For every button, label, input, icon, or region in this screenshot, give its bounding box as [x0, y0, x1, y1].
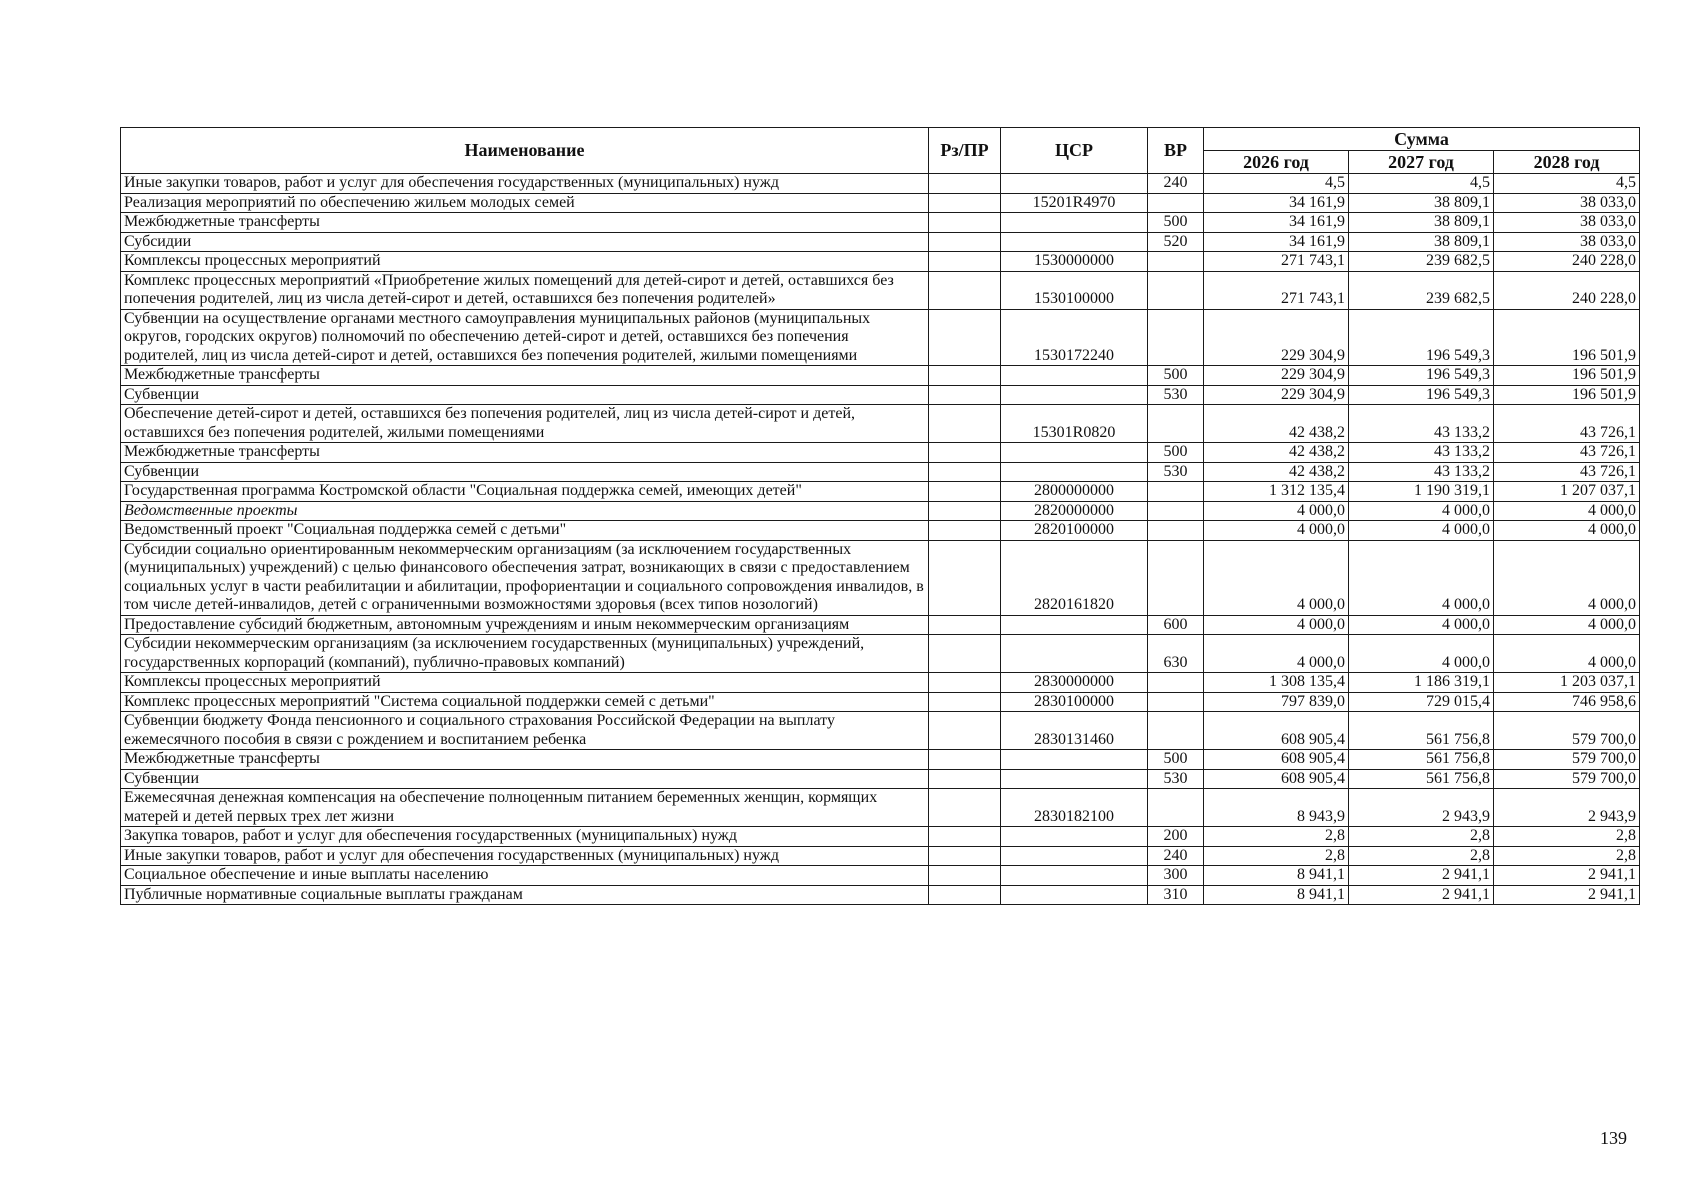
row-name-cell: Субвенции на осуществление органами местного самоуправления муниципальных районов (муниципальных округов, городских округов) полномочий по обеспечению детей-сирот и детей, оставшихся без попечения родителей, лиц из числа детей-сирот и детей, оставшихся без попечения родителей, жилыми помещениями — [121, 309, 929, 366]
row-sum-2028-cell: 579 700,0 — [1494, 750, 1640, 770]
row-sum-2026-cell: 608 905,4 — [1204, 750, 1349, 770]
header-year-2028: 2028 год — [1494, 151, 1640, 174]
row-sum-2028-cell: 1 207 037,1 — [1494, 482, 1640, 502]
row-csr-cell — [1001, 385, 1148, 405]
row-sum-2027-cell: 4,5 — [1349, 174, 1494, 194]
row-csr-cell: 2800000000 — [1001, 482, 1148, 502]
row-sum-2027-cell: 4 000,0 — [1349, 540, 1494, 615]
row-vr-cell: 600 — [1148, 615, 1204, 635]
row-vr-cell — [1148, 271, 1204, 309]
row-rz-pr-cell — [929, 846, 1001, 866]
row-name-cell: Субвенции — [121, 385, 929, 405]
row-csr-cell — [1001, 885, 1148, 905]
header-csr: ЦСР — [1001, 128, 1148, 174]
row-sum-2026-cell: 4 000,0 — [1204, 521, 1349, 541]
row-sum-2026-cell: 271 743,1 — [1204, 271, 1349, 309]
table-row — [121, 615, 1640, 635]
header-sum: Сумма — [1204, 128, 1640, 151]
row-vr-cell: 530 — [1148, 769, 1204, 789]
row-sum-2026-cell: 42 438,2 — [1204, 462, 1349, 482]
row-sum-2028-cell: 4 000,0 — [1494, 501, 1640, 521]
row-csr-cell: 15301R0820 — [1001, 405, 1148, 443]
row-sum-2028-cell: 196 501,9 — [1494, 366, 1640, 386]
table-row — [121, 885, 1640, 905]
row-name-cell: Закупка товаров, работ и услуг для обеспечения государственных (муниципальных) нужд — [121, 827, 929, 847]
table-row — [121, 405, 1640, 443]
row-sum-2028-cell: 43 726,1 — [1494, 462, 1640, 482]
table-row — [121, 252, 1640, 272]
row-sum-2026-cell: 4 000,0 — [1204, 635, 1349, 673]
header-name: Наименование — [121, 128, 929, 174]
table-row — [121, 846, 1640, 866]
row-csr-cell — [1001, 635, 1148, 673]
row-rz-pr-cell — [929, 501, 1001, 521]
table-row — [121, 750, 1640, 770]
table-header — [121, 128, 1640, 174]
row-sum-2027-cell: 561 756,8 — [1349, 712, 1494, 750]
row-rz-pr-cell — [929, 635, 1001, 673]
row-sum-2028-cell: 4 000,0 — [1494, 635, 1640, 673]
row-name-cell: Комплекс процессных мероприятий «Приобретение жилых помещений для детей-сирот и детей, оставшихся без попечения родителей, лиц из числа детей-сирот и детей, оставшихся без попечения родителей» — [121, 271, 929, 309]
row-sum-2027-cell: 43 133,2 — [1349, 443, 1494, 463]
row-rz-pr-cell — [929, 385, 1001, 405]
row-sum-2028-cell: 4,5 — [1494, 174, 1640, 194]
row-csr-cell — [1001, 827, 1148, 847]
table-row — [121, 712, 1640, 750]
row-csr-cell: 1530000000 — [1001, 252, 1148, 272]
row-sum-2026-cell: 8 941,1 — [1204, 885, 1349, 905]
row-name-cell: Государственная программа Костромской области "Социальная поддержка семей, имеющих детей" — [121, 482, 929, 502]
row-name-cell: Субсидии социально ориентированным некоммерческим организациям (за исключением государственных (муниципальных) учреждений) с целью финансового обеспечения затрат, возникающих в связи с предоставлением социальных услуг в части реабилитации и абилитации, профориентации и социального сопровождения инвалидов, в том числе детей-инвалидов, детей с ограниченными возможностями здоровья (всех типов нозологий) — [121, 540, 929, 615]
row-sum-2027-cell: 196 549,3 — [1349, 309, 1494, 366]
row-rz-pr-cell — [929, 405, 1001, 443]
row-vr-cell — [1148, 501, 1204, 521]
row-sum-2028-cell: 2 941,1 — [1494, 885, 1640, 905]
row-rz-pr-cell — [929, 213, 1001, 233]
row-sum-2027-cell: 2 941,1 — [1349, 885, 1494, 905]
row-rz-pr-cell — [929, 443, 1001, 463]
row-sum-2027-cell: 38 809,1 — [1349, 193, 1494, 213]
row-sum-2027-cell: 196 549,3 — [1349, 385, 1494, 405]
row-csr-cell — [1001, 366, 1148, 386]
row-vr-cell — [1148, 673, 1204, 693]
row-rz-pr-cell — [929, 252, 1001, 272]
row-vr-cell — [1148, 692, 1204, 712]
row-sum-2028-cell: 4 000,0 — [1494, 540, 1640, 615]
row-sum-2028-cell: 38 033,0 — [1494, 232, 1640, 252]
row-sum-2027-cell: 1 186 319,1 — [1349, 673, 1494, 693]
row-vr-cell — [1148, 521, 1204, 541]
header-year-2026: 2026 год — [1204, 151, 1349, 174]
row-sum-2028-cell: 579 700,0 — [1494, 712, 1640, 750]
header-year-2027: 2027 год — [1349, 151, 1494, 174]
row-sum-2028-cell: 240 228,0 — [1494, 271, 1640, 309]
row-vr-cell: 530 — [1148, 385, 1204, 405]
row-rz-pr-cell — [929, 769, 1001, 789]
row-rz-pr-cell — [929, 692, 1001, 712]
row-sum-2027-cell: 4 000,0 — [1349, 615, 1494, 635]
row-rz-pr-cell — [929, 673, 1001, 693]
table-row — [121, 521, 1640, 541]
row-sum-2027-cell: 2,8 — [1349, 827, 1494, 847]
row-rz-pr-cell — [929, 174, 1001, 194]
row-vr-cell — [1148, 540, 1204, 615]
row-sum-2028-cell: 2,8 — [1494, 846, 1640, 866]
row-name-cell: Межбюджетные трансферты — [121, 366, 929, 386]
row-vr-cell: 630 — [1148, 635, 1204, 673]
row-rz-pr-cell — [929, 827, 1001, 847]
table-row — [121, 213, 1640, 233]
table-row — [121, 769, 1640, 789]
row-sum-2027-cell: 196 549,3 — [1349, 366, 1494, 386]
row-csr-cell: 2830100000 — [1001, 692, 1148, 712]
row-name-cell: Субсидии некоммерческим организациям (за исключением государственных (муниципальных) учреждений, государственных корпораций (компаний), публично-правовых компаний) — [121, 635, 929, 673]
row-sum-2026-cell: 229 304,9 — [1204, 366, 1349, 386]
row-sum-2026-cell: 34 161,9 — [1204, 232, 1349, 252]
row-csr-cell — [1001, 615, 1148, 635]
row-rz-pr-cell — [929, 309, 1001, 366]
row-sum-2027-cell: 1 190 319,1 — [1349, 482, 1494, 502]
row-sum-2026-cell: 608 905,4 — [1204, 712, 1349, 750]
table-row — [121, 673, 1640, 693]
row-vr-cell — [1148, 482, 1204, 502]
row-name-cell: Субсидии — [121, 232, 929, 252]
row-csr-cell: 2830131460 — [1001, 712, 1148, 750]
row-csr-cell: 2820100000 — [1001, 521, 1148, 541]
row-name-cell: Субвенции бюджету Фонда пенсионного и социального страхования Российской Федерации на выплату ежемесячного пособия в связи с рождением и воспитанием ребенка — [121, 712, 929, 750]
row-rz-pr-cell — [929, 885, 1001, 905]
row-sum-2027-cell: 4 000,0 — [1349, 635, 1494, 673]
table-row — [121, 385, 1640, 405]
row-sum-2026-cell: 4,5 — [1204, 174, 1349, 194]
row-name-cell: Межбюджетные трансферты — [121, 750, 929, 770]
row-name-cell: Ведомственный проект "Социальная поддержка семей с детьми" — [121, 521, 929, 541]
row-sum-2028-cell: 4 000,0 — [1494, 521, 1640, 541]
row-sum-2028-cell: 1 203 037,1 — [1494, 673, 1640, 693]
row-rz-pr-cell — [929, 750, 1001, 770]
row-sum-2026-cell: 8 943,9 — [1204, 789, 1349, 827]
row-sum-2026-cell: 4 000,0 — [1204, 540, 1349, 615]
row-csr-cell — [1001, 769, 1148, 789]
header-rz-pr: Рз/ПР — [929, 128, 1001, 174]
row-vr-cell: 500 — [1148, 366, 1204, 386]
row-csr-cell — [1001, 174, 1148, 194]
row-sum-2027-cell: 729 015,4 — [1349, 692, 1494, 712]
row-sum-2027-cell: 561 756,8 — [1349, 750, 1494, 770]
row-sum-2026-cell: 797 839,0 — [1204, 692, 1349, 712]
row-sum-2028-cell: 2 943,9 — [1494, 789, 1640, 827]
row-sum-2028-cell: 196 501,9 — [1494, 309, 1640, 366]
row-name-cell: Ведомственные проекты — [121, 501, 929, 521]
row-sum-2026-cell: 229 304,9 — [1204, 385, 1349, 405]
table-row — [121, 482, 1640, 502]
row-vr-cell: 310 — [1148, 885, 1204, 905]
row-csr-cell — [1001, 462, 1148, 482]
row-sum-2028-cell: 2 941,1 — [1494, 866, 1640, 886]
row-vr-cell — [1148, 405, 1204, 443]
row-name-cell: Обеспечение детей-сирот и детей, оставшихся без попечения родителей, лиц из числа детей-сирот и детей, оставшихся без попечения родителей, жилыми помещениями — [121, 405, 929, 443]
row-name-cell: Предоставление субсидий бюджетным, автономным учреждениям и иным некоммерческим организациям — [121, 615, 929, 635]
row-vr-cell: 300 — [1148, 866, 1204, 886]
row-name-cell: Реализация мероприятий по обеспечению жильем молодых семей — [121, 193, 929, 213]
table-row — [121, 462, 1640, 482]
row-vr-cell — [1148, 193, 1204, 213]
row-sum-2027-cell: 561 756,8 — [1349, 769, 1494, 789]
row-sum-2027-cell: 2 943,9 — [1349, 789, 1494, 827]
budget-table — [120, 127, 1640, 905]
table-row — [121, 827, 1640, 847]
row-sum-2026-cell: 1 308 135,4 — [1204, 673, 1349, 693]
row-vr-cell — [1148, 309, 1204, 366]
row-rz-pr-cell — [929, 712, 1001, 750]
table-body — [121, 174, 1640, 905]
row-sum-2026-cell: 34 161,9 — [1204, 193, 1349, 213]
row-vr-cell: 500 — [1148, 750, 1204, 770]
row-rz-pr-cell — [929, 193, 1001, 213]
table-row — [121, 309, 1640, 366]
row-sum-2026-cell: 8 941,1 — [1204, 866, 1349, 886]
row-sum-2026-cell: 1 312 135,4 — [1204, 482, 1349, 502]
row-name-cell: Социальное обеспечение и иные выплаты населению — [121, 866, 929, 886]
row-rz-pr-cell — [929, 271, 1001, 309]
row-name-cell: Иные закупки товаров, работ и услуг для обеспечения государственных (муниципальных) нужд — [121, 174, 929, 194]
table-row — [121, 866, 1640, 886]
row-sum-2026-cell: 229 304,9 — [1204, 309, 1349, 366]
row-sum-2026-cell: 4 000,0 — [1204, 615, 1349, 635]
row-csr-cell: 2830182100 — [1001, 789, 1148, 827]
row-vr-cell: 500 — [1148, 443, 1204, 463]
row-csr-cell: 1530172240 — [1001, 309, 1148, 366]
row-csr-cell — [1001, 750, 1148, 770]
row-rz-pr-cell — [929, 521, 1001, 541]
row-vr-cell — [1148, 252, 1204, 272]
row-sum-2028-cell: 579 700,0 — [1494, 769, 1640, 789]
row-sum-2027-cell: 239 682,5 — [1349, 271, 1494, 309]
table-row — [121, 501, 1640, 521]
row-sum-2026-cell: 2,8 — [1204, 846, 1349, 866]
page-number: 139 — [1600, 1128, 1627, 1148]
row-sum-2026-cell: 271 743,1 — [1204, 252, 1349, 272]
row-vr-cell: 500 — [1148, 213, 1204, 233]
row-sum-2027-cell: 43 133,2 — [1349, 462, 1494, 482]
table-row — [121, 193, 1640, 213]
row-name-cell: Субвенции — [121, 769, 929, 789]
row-name-cell: Публичные нормативные социальные выплаты гражданам — [121, 885, 929, 905]
row-sum-2028-cell: 746 958,6 — [1494, 692, 1640, 712]
row-rz-pr-cell — [929, 866, 1001, 886]
table-row — [121, 692, 1640, 712]
row-name-cell: Ежемесячная денежная компенсация на обеспечение полноценным питанием беременных женщин, кормящих матерей и детей первых трех лет жизни — [121, 789, 929, 827]
row-sum-2026-cell: 42 438,2 — [1204, 405, 1349, 443]
row-name-cell: Комплексы процессных мероприятий — [121, 252, 929, 272]
table-row — [121, 271, 1640, 309]
row-csr-cell: 2830000000 — [1001, 673, 1148, 693]
row-sum-2028-cell: 240 228,0 — [1494, 252, 1640, 272]
row-rz-pr-cell — [929, 482, 1001, 502]
row-csr-cell: 2820161820 — [1001, 540, 1148, 615]
row-csr-cell — [1001, 232, 1148, 252]
row-sum-2027-cell: 38 809,1 — [1349, 232, 1494, 252]
row-name-cell: Комплексы процессных мероприятий — [121, 673, 929, 693]
table-row — [121, 366, 1640, 386]
table-row — [121, 174, 1640, 194]
table-row — [121, 232, 1640, 252]
row-vr-cell: 530 — [1148, 462, 1204, 482]
row-sum-2026-cell: 608 905,4 — [1204, 769, 1349, 789]
row-csr-cell — [1001, 846, 1148, 866]
row-sum-2027-cell: 2,8 — [1349, 846, 1494, 866]
row-rz-pr-cell — [929, 540, 1001, 615]
row-name-cell: Межбюджетные трансферты — [121, 443, 929, 463]
row-rz-pr-cell — [929, 462, 1001, 482]
row-sum-2028-cell: 38 033,0 — [1494, 213, 1640, 233]
row-sum-2026-cell: 34 161,9 — [1204, 213, 1349, 233]
table-row — [121, 443, 1640, 463]
row-csr-cell: 15201R4970 — [1001, 193, 1148, 213]
row-csr-cell: 1530100000 — [1001, 271, 1148, 309]
row-rz-pr-cell — [929, 615, 1001, 635]
row-name-cell: Иные закупки товаров, работ и услуг для обеспечения государственных (муниципальных) нужд — [121, 846, 929, 866]
header-vr: ВР — [1148, 128, 1204, 174]
row-rz-pr-cell — [929, 789, 1001, 827]
table-row — [121, 635, 1640, 673]
row-sum-2028-cell: 43 726,1 — [1494, 405, 1640, 443]
row-sum-2026-cell: 4 000,0 — [1204, 501, 1349, 521]
row-sum-2026-cell: 2,8 — [1204, 827, 1349, 847]
row-sum-2027-cell: 38 809,1 — [1349, 213, 1494, 233]
row-rz-pr-cell — [929, 232, 1001, 252]
row-sum-2028-cell: 196 501,9 — [1494, 385, 1640, 405]
row-sum-2028-cell: 4 000,0 — [1494, 615, 1640, 635]
row-vr-cell: 240 — [1148, 174, 1204, 194]
row-sum-2027-cell: 4 000,0 — [1349, 501, 1494, 521]
table-row — [121, 540, 1640, 615]
table-row — [121, 789, 1640, 827]
row-csr-cell — [1001, 866, 1148, 886]
row-sum-2027-cell: 239 682,5 — [1349, 252, 1494, 272]
row-vr-cell: 200 — [1148, 827, 1204, 847]
row-vr-cell — [1148, 789, 1204, 827]
row-sum-2027-cell: 43 133,2 — [1349, 405, 1494, 443]
row-csr-cell — [1001, 443, 1148, 463]
row-sum-2027-cell: 2 941,1 — [1349, 866, 1494, 886]
row-vr-cell: 240 — [1148, 846, 1204, 866]
row-sum-2027-cell: 4 000,0 — [1349, 521, 1494, 541]
row-name-cell: Субвенции — [121, 462, 929, 482]
row-csr-cell: 2820000000 — [1001, 501, 1148, 521]
row-csr-cell — [1001, 213, 1148, 233]
row-vr-cell — [1148, 712, 1204, 750]
row-name-cell: Межбюджетные трансферты — [121, 213, 929, 233]
row-rz-pr-cell — [929, 366, 1001, 386]
row-name-cell: Комплекс процессных мероприятий "Система социальной поддержки семей с детьми" — [121, 692, 929, 712]
row-sum-2028-cell: 43 726,1 — [1494, 443, 1640, 463]
row-sum-2028-cell: 38 033,0 — [1494, 193, 1640, 213]
row-sum-2026-cell: 42 438,2 — [1204, 443, 1349, 463]
row-sum-2028-cell: 2,8 — [1494, 827, 1640, 847]
row-vr-cell: 520 — [1148, 232, 1204, 252]
